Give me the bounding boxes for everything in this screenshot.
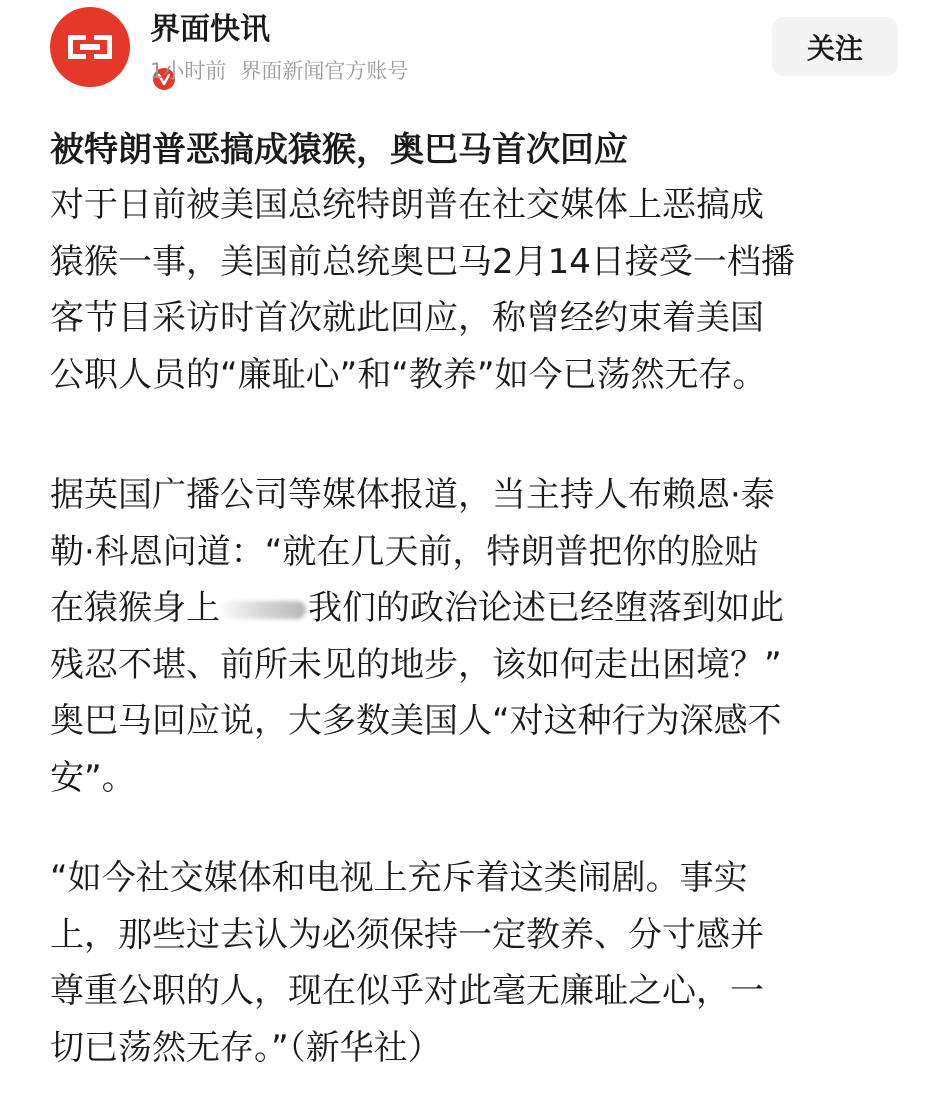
article-title: 被特朗普恶搞成猿猴，奥巴马首次回应 xyxy=(50,130,628,170)
account-name[interactable]: 界面快讯 xyxy=(150,12,270,47)
paragraph-segment: 我们的政治论述已经堕落到如此 xyxy=(308,588,784,628)
paragraph-line: “如今社交媒体和电视上充斥着这类闹剧。事实 xyxy=(50,858,748,898)
paragraph-segment: 在猿猴身上 xyxy=(50,588,220,628)
paragraph-line: 勒·科恩问道：“就在几天前，特朗普把你的脸贴 xyxy=(50,531,759,572)
paragraph-line: 对于日前被美国总统特朗普在社交媒体上恶搞成 xyxy=(50,185,764,225)
account-header xyxy=(0,0,935,100)
paragraph-line: 上，那些过去认为必须保持一定教养、分寸感并 xyxy=(50,914,764,955)
jiemian-logo-icon xyxy=(50,7,130,87)
paragraph-line: 公职人员的“廉耻心”和“教养”如今已荡然无存。 xyxy=(50,354,767,395)
article-paragraph-1 xyxy=(50,177,910,403)
post-time: 1小时前 xyxy=(150,59,227,83)
paragraph-line: 猿猴一事，美国前总统奥巴马2月14日接受一档播 xyxy=(50,241,795,282)
paragraph-line: 据英国广播公司等媒体报道，当主持人布赖恩·泰 xyxy=(50,475,775,515)
paragraph-line xyxy=(50,580,910,637)
paragraph-line: 尊重公职的人，现在似乎对此毫无廉耻之心，一 xyxy=(50,971,764,1011)
article-paragraph-3 xyxy=(50,850,910,1076)
account-avatar[interactable] xyxy=(50,7,130,87)
post-meta xyxy=(150,58,408,84)
account-description: 界面新闻官方账号 xyxy=(240,59,409,83)
paragraph-line: 安”。 xyxy=(50,757,136,798)
blurred-dash xyxy=(222,601,306,619)
paragraph-line: 客节目采访时首次就此回应，称曾经约束着美国 xyxy=(50,298,764,338)
article-paragraph-2 xyxy=(50,467,910,806)
follow-button[interactable]: 关注 xyxy=(772,17,898,76)
paragraph-line: 切已荡然无存。”（新华社） xyxy=(50,1027,442,1068)
paragraph-line: 奥巴马回应说，大多数美国人“对这种行为深感不 xyxy=(50,701,782,741)
paragraph-line: 残忍不堪、前所未见的地步，该如何走出困境？” xyxy=(50,644,782,685)
